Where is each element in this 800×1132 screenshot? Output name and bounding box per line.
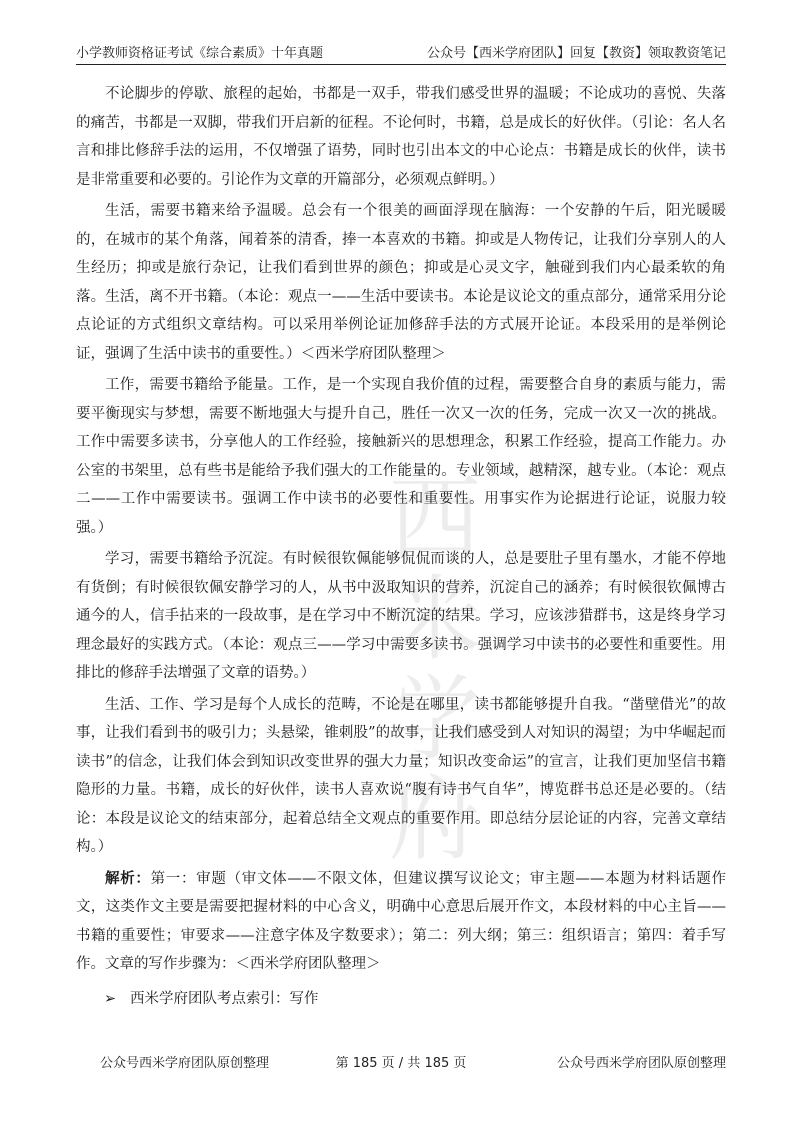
page-header <box>76 36 726 65</box>
bullet-text: 西米学府团队考点索引：写作 <box>130 990 319 1007</box>
analysis-label: 解析： <box>105 870 151 887</box>
footer-right: 公众号西米学府团队原创整理 <box>556 1056 726 1071</box>
paragraph-study: 学习，需要书籍给予沉淀。有时候很钦佩能够侃侃而谈的人，总是要肚子里有墨水，才能不停地有货倒；有时候很钦佩安静学习的人，从书中汲取知识的营养，沉淀自己的涵养；有时候很钦佩博古通今的人，信手拈来的一段故事，是在学习中不断沉淀的结果。学习，应该涉猎群书，这是终身学习理念最好的实践方式。（本论：观点三——学习中需要多读书。强调学习中读书的必要性和重要性。用排比的修辞手法增强了文章的语势。） <box>76 551 726 681</box>
watermark-bottom: 学府 <box>388 666 481 873</box>
paragraph-intro: 不论脚步的停歇、旅程的起始，书都是一双手，带我们感受世界的温暖；不论成功的喜悦、失落的痛苦，书都是一双脚，带我们开启新的征程。不论何时，书籍，总是成长的好伙伴。（引论：名人名言和排比修辞手法的运用，不仅增强了语势，同时也引出本文的中心论点：书籍是成长的伙伴，读书是非常重要和必要的。引论作为文章的开篇部分，必须观点鲜明。） <box>76 86 726 188</box>
analysis-text: 第一：审题（审文体——不限文体，但建议撰写议论文；审主题——本题为材料话题作文，这类作文主要是需要把握材料的中心含义，明确中心意思后展开作文，本段材料的中心主旨——书籍的重要性；审要求——注意字体及字数要求）；第二：列大纲；第三：组织语言；第四：着手写作。文章的写作步骤为：＜西米学府团队整理＞ <box>76 870 726 972</box>
analysis-paragraph <box>76 865 726 979</box>
paragraph-conclusion: 生活、工作、学习是每个人成长的范畴，不论是在哪里，读书都能够提升自我。“凿壁借光”的故事，让我们看到书的吸引力；头悬梁，锥刺股”的故事，让我们感受到人对知识的渴望；为中华崛起而读书”的信念，让我们体会到知识改变世界的强大力量；知识改变命运”的宣言，让我们更加坚信书籍隐形的力量。书籍，成长的好伙伴，读书人喜欢说“腹有诗书气自华”，博览群书总还是必要的。（结论：本段是议论文的结束部分，起着总结全文观点的重要作用。即总结分层论证的内容，完善文章结构。） <box>76 696 726 855</box>
document-body <box>76 80 726 1013</box>
header-promo: 公众号【西米学府团队】回复【教资】领取教资笔记 <box>426 46 726 61</box>
paragraph-life: 生活，需要书籍来给予温暖。总会有一个很美的画面浮现在脑海：一个安静的午后，阳光暖暖的，在城市的某个角落，闻着茶的清香，捧一本喜欢的书籍。抑或是人物传记，让我们分享别人的人生经历；抑或是旅行杂记，让我们看到世界的颜色；抑或是心灵文字，触碰到我们内心最柔软的角落。生活，离不开书籍。（本论：观点一——生活中要读书。本论是议论文的重点部分，通常采用分论点论证的方式组织文章结构。可以采用举例论证加修辞手法的方式展开论证。本段采用的是举例论证，强调了生活中读书的重要性。）＜西米学府团队整理＞ <box>76 203 726 362</box>
footer-left: 公众号西米学府团队原创整理 <box>100 1056 270 1071</box>
paragraph-work: 工作，需要书籍给予能量。工作，是一个实现自我价值的过程，需要整合自身的素质与能力，需要平衡现实与梦想，需要不断地强大与提升自己，胜任一次又一次的任务，完成一次又一次的挑战。工作中需要多读书，分享他人的工作经验，接触新兴的思想理念，积累工作经验，提高工作能力。办公室的书架里，总有些书是能给予我们强大的工作能量的。专业领域，越精深，越专业。（本论：观点二——工作中需要读书。强调工作中读书的必要性和重要性。用事实作为论据进行论证，说服力较强。） <box>76 377 726 536</box>
arrow-bullet-icon: ➢ <box>104 990 117 1007</box>
header-title: 小学教师资格证考试《综合素质》十年真题 <box>76 46 324 61</box>
page-number: 第 185 页 / 共 185 页 <box>335 1056 467 1071</box>
watermark-top: 西米 <box>388 466 481 673</box>
bullet-item <box>104 985 726 1014</box>
